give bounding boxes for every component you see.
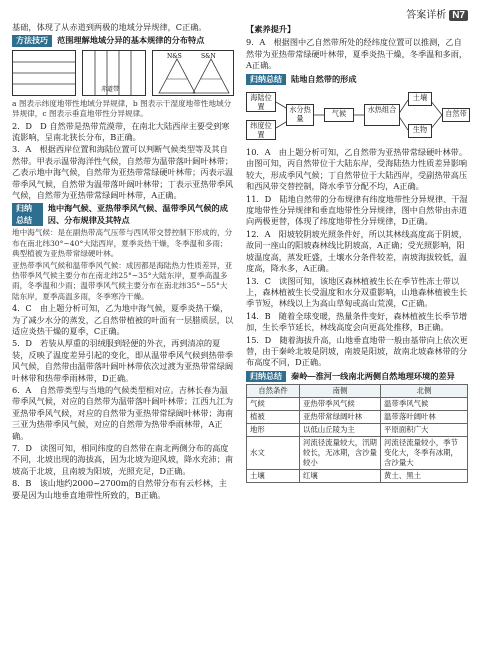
answer-15: 15．D 随着海拔升高，山地垂直地带一般由基带向上依次更替，由于秦岭北坡是阴坡，南坡是阳坡，故南北坡森林带的分布高度不同，D正确。 xyxy=(246,334,468,368)
comparison-table xyxy=(246,384,468,483)
answer-8: 8．B 该山地约2000~2700m的自然带分布有云杉林，主要是因为山地垂直地带性所致的，B正确。 xyxy=(12,478,227,500)
table-header: 自然条件 xyxy=(247,385,300,398)
table-cell: 亚热带季风气候 xyxy=(300,398,381,411)
intro-paragraph: 基础，体现了从赤道到两极的地域分异规律，C正确。 xyxy=(12,22,207,32)
diagram-b xyxy=(82,50,146,96)
table-row xyxy=(247,398,468,411)
answer-3: 3．A 根据西岸位置和海陆位置可以判断气候类型等及其自然带。甲表示温带海洋性气候，自然带为温带落叶阔叶林带；乙表示地中海气候，自然带为亚热带常绿硬叶林带；丙表示温带季风气候，自然带为温带落叶阔叶林带；丁表示亚热带季风气候，自然带为亚热带常绿阔叶林带，A正确。 xyxy=(12,144,234,201)
diagram-c-label-left: N&S xyxy=(167,52,182,60)
flowchart-arrows xyxy=(246,88,468,144)
table-cell: 土壤 xyxy=(247,470,300,483)
box-combination: 水热组合 xyxy=(364,104,400,126)
summary2-title: 陆地自然带的形成 xyxy=(291,74,357,84)
box-soil: 土壤 xyxy=(408,92,432,106)
table-row xyxy=(247,470,468,483)
box-climate: 气候 xyxy=(324,108,354,122)
box-latitude: 纬度位置 xyxy=(246,120,276,140)
table-cell: 以低山丘陵为主 xyxy=(300,424,381,437)
table-cell: 水文 xyxy=(247,437,300,470)
table-row xyxy=(247,424,468,437)
box-biology: 生物 xyxy=(408,124,432,138)
summary2-heading xyxy=(246,74,468,85)
header-title: 答案详析 xyxy=(406,10,447,21)
table-cell: 地形 xyxy=(247,424,300,437)
answer-9: 9．A 根据图中乙自然带所处的经纬度位置可以推测，乙自然带为亚热带常绿硬叶林带，夏季炎热干燥，冬季温和多雨，A正确。 xyxy=(246,37,468,71)
right-column xyxy=(246,22,468,483)
table-cell: 亚热带常绿阔叶林 xyxy=(300,411,381,424)
answer-4: 4．C 由上题分析可知，乙为地中海气候，夏季炎热干燥，为了减少水分的蒸发，乙自然带植被的叶面有一层腊质层，以适应炎热干燥的夏季，C正确。 xyxy=(12,303,234,336)
box-natural-zone: 自然带 xyxy=(442,108,470,122)
table-header-row xyxy=(247,385,468,398)
table-cell: 河流径流量较大，汛期较长，无冰期，含沙量较小 xyxy=(300,437,381,470)
answer-13: 13．C 读图可知，该地区森林植被生长在季节性冻土带以上，森林植被生长受温度和水分双重影响，山地森林植被生长季节短，林线以上为高山草甸或高山荒漠，C正确。 xyxy=(246,275,468,309)
diagram-c-label-right: S&N xyxy=(201,52,216,60)
answer-10: 10．A 由上题分析可知，乙自然带为亚热带常绿硬叶林带。由图可知，丙自然带位于大陆东岸，受海陆热力性质差异影响较大，形成季风气候；丁自然带位于大陆西岸，受副热带高压和西风带交替控制，降水季节分配不均，A正确。 xyxy=(246,147,468,192)
answer-5: 5．D 若装从厚重的羽绒服到轻便的外衣，再到清凉的夏装，反映了温度差异引起的变化，即从温带季风气候到热带季风气候，自然带由温带落叶阔叶林带依次过渡为亚热带常绿阔叶林带和热带季雨林带，D正确。 xyxy=(12,338,234,383)
table-cell: 温带落叶阔叶林 xyxy=(381,411,468,424)
method-title: 范围理解地域分异的基本规律的分布特点 xyxy=(57,36,205,46)
page-header xyxy=(406,6,468,21)
diagram-c xyxy=(152,50,234,96)
table-cell: 平原面积广大 xyxy=(381,424,468,437)
summary-paragraph-2: 亚热带季风气候和温带季风气候：成因都是海陆热力性质差异，亚热带季风气候主要分布在南北纬25°~35°大陆东岸，夏季高温多雨，冬季温和少雨；温带季风气候主要分布在南北纬35°~55°大陆东岸，夏季高温多雨，冬季寒冷干燥。 xyxy=(12,260,233,301)
table-row xyxy=(247,437,468,470)
summary3-tag: 归纳总结 xyxy=(246,371,286,382)
summary-heading xyxy=(12,203,234,226)
left-column xyxy=(12,22,234,502)
formation-flowchart xyxy=(246,88,468,144)
table-cell: 温带季风气候 xyxy=(381,398,468,411)
diagram-b-label: 赤道带 xyxy=(101,85,120,93)
summary-paragraph-1: 地中海气候：是在副热带高气压带与西风带交替控制下形成的，分布在南北纬30°~40°大陆西岸，夏季炎热干燥，冬季温和多雨；典型植被为亚热带常绿硬叶林。 xyxy=(12,228,233,259)
table-cell: 黄土、黑土 xyxy=(381,470,468,483)
table-cell: 河流径流量较小，季节变化大，冬季有冰期，含沙量大 xyxy=(381,437,468,470)
answer-7: 7．D 读图可知，相同纬度的自然带在南北两侧分布的高度不同，北坡出现的海拔高，因为北坡为迎风坡，降水充沛；南坡高于北坡，且南坡为阳坡，光照充足，D正确。 xyxy=(12,443,234,476)
summary2-tag: 归纳总结 xyxy=(246,74,286,85)
box-water-heat: 水分热量 xyxy=(286,104,314,126)
table-cell: 气候 xyxy=(247,398,300,411)
summary3-heading xyxy=(246,371,468,382)
table-header: 北侧 xyxy=(381,385,468,398)
answer-14: 14．B 随着全球变暖，热量条件变好，森林植被生长季节增加，生长季节延长，林线高度会向更高处推移，B正确。 xyxy=(246,310,468,333)
summary-tag: 归纳总结 xyxy=(12,203,43,226)
box-sea-land: 海陆位置 xyxy=(246,92,276,112)
answer-11: 11．D 陆地自然带的分布规律有纬度地带性分异规律、干湿度地带性分异规律和垂直地带性分异规律，图中自然带由赤道向两极更替，体现了纬度地带性分异规律，D正确。 xyxy=(246,193,468,227)
table-cell: 植被 xyxy=(247,411,300,424)
extension-tag: 【素养提升】 xyxy=(246,25,296,34)
distribution-diagrams xyxy=(12,50,234,96)
answer-2: 2．D D 自然带是热带荒漠带，在南北大陆西岸主要受到寒流影响，呈南北狭长分布，B正确。 xyxy=(12,120,230,143)
table-row xyxy=(247,411,468,424)
diagram-a xyxy=(12,50,76,96)
table-cell: 红壤 xyxy=(300,470,381,483)
summary3-title: 秦岭—淮河一线南北两侧自然地理环境的差异 xyxy=(291,371,455,381)
method-heading xyxy=(12,35,234,46)
answer-12: 12．A 阳坡较阴坡光照条件好，所以其林线高度高于阴坡，故同一座山的阳坡森林线比阴坡高，A正确；受光照影响，阳坡温度高，蒸发旺盛，土壤水分条件较差，南坡海拔较低，温度高，降水多，A正确。 xyxy=(246,228,468,274)
table-header: 南侧 xyxy=(300,385,381,398)
summary-title: 地中海气候、亚热带季风气候、温带季风气候的成因、分布规律及其特点 xyxy=(47,204,228,225)
page-number: N7 xyxy=(449,10,468,21)
method-tag: 方法技巧 xyxy=(12,35,52,46)
extension-heading xyxy=(246,24,468,35)
figure-caption: a 图表示纬度地带性地域分异规律，b 图表示干湿度地带性地域分异规律，c 图表示垂直地带性分异规律。 xyxy=(12,98,232,119)
answer-6: 6．A 自然带类型与当地的气候类型相对应。吉林长春为温带季风气候，对应的自然带为温带落叶阔叶林带；江西九江为亚热带季风气候，对应的自然带为亚热带常绿阔叶林带；海南三亚为热带季风气候，对应的自然带为热带季雨林带，A正确。 xyxy=(12,384,234,441)
